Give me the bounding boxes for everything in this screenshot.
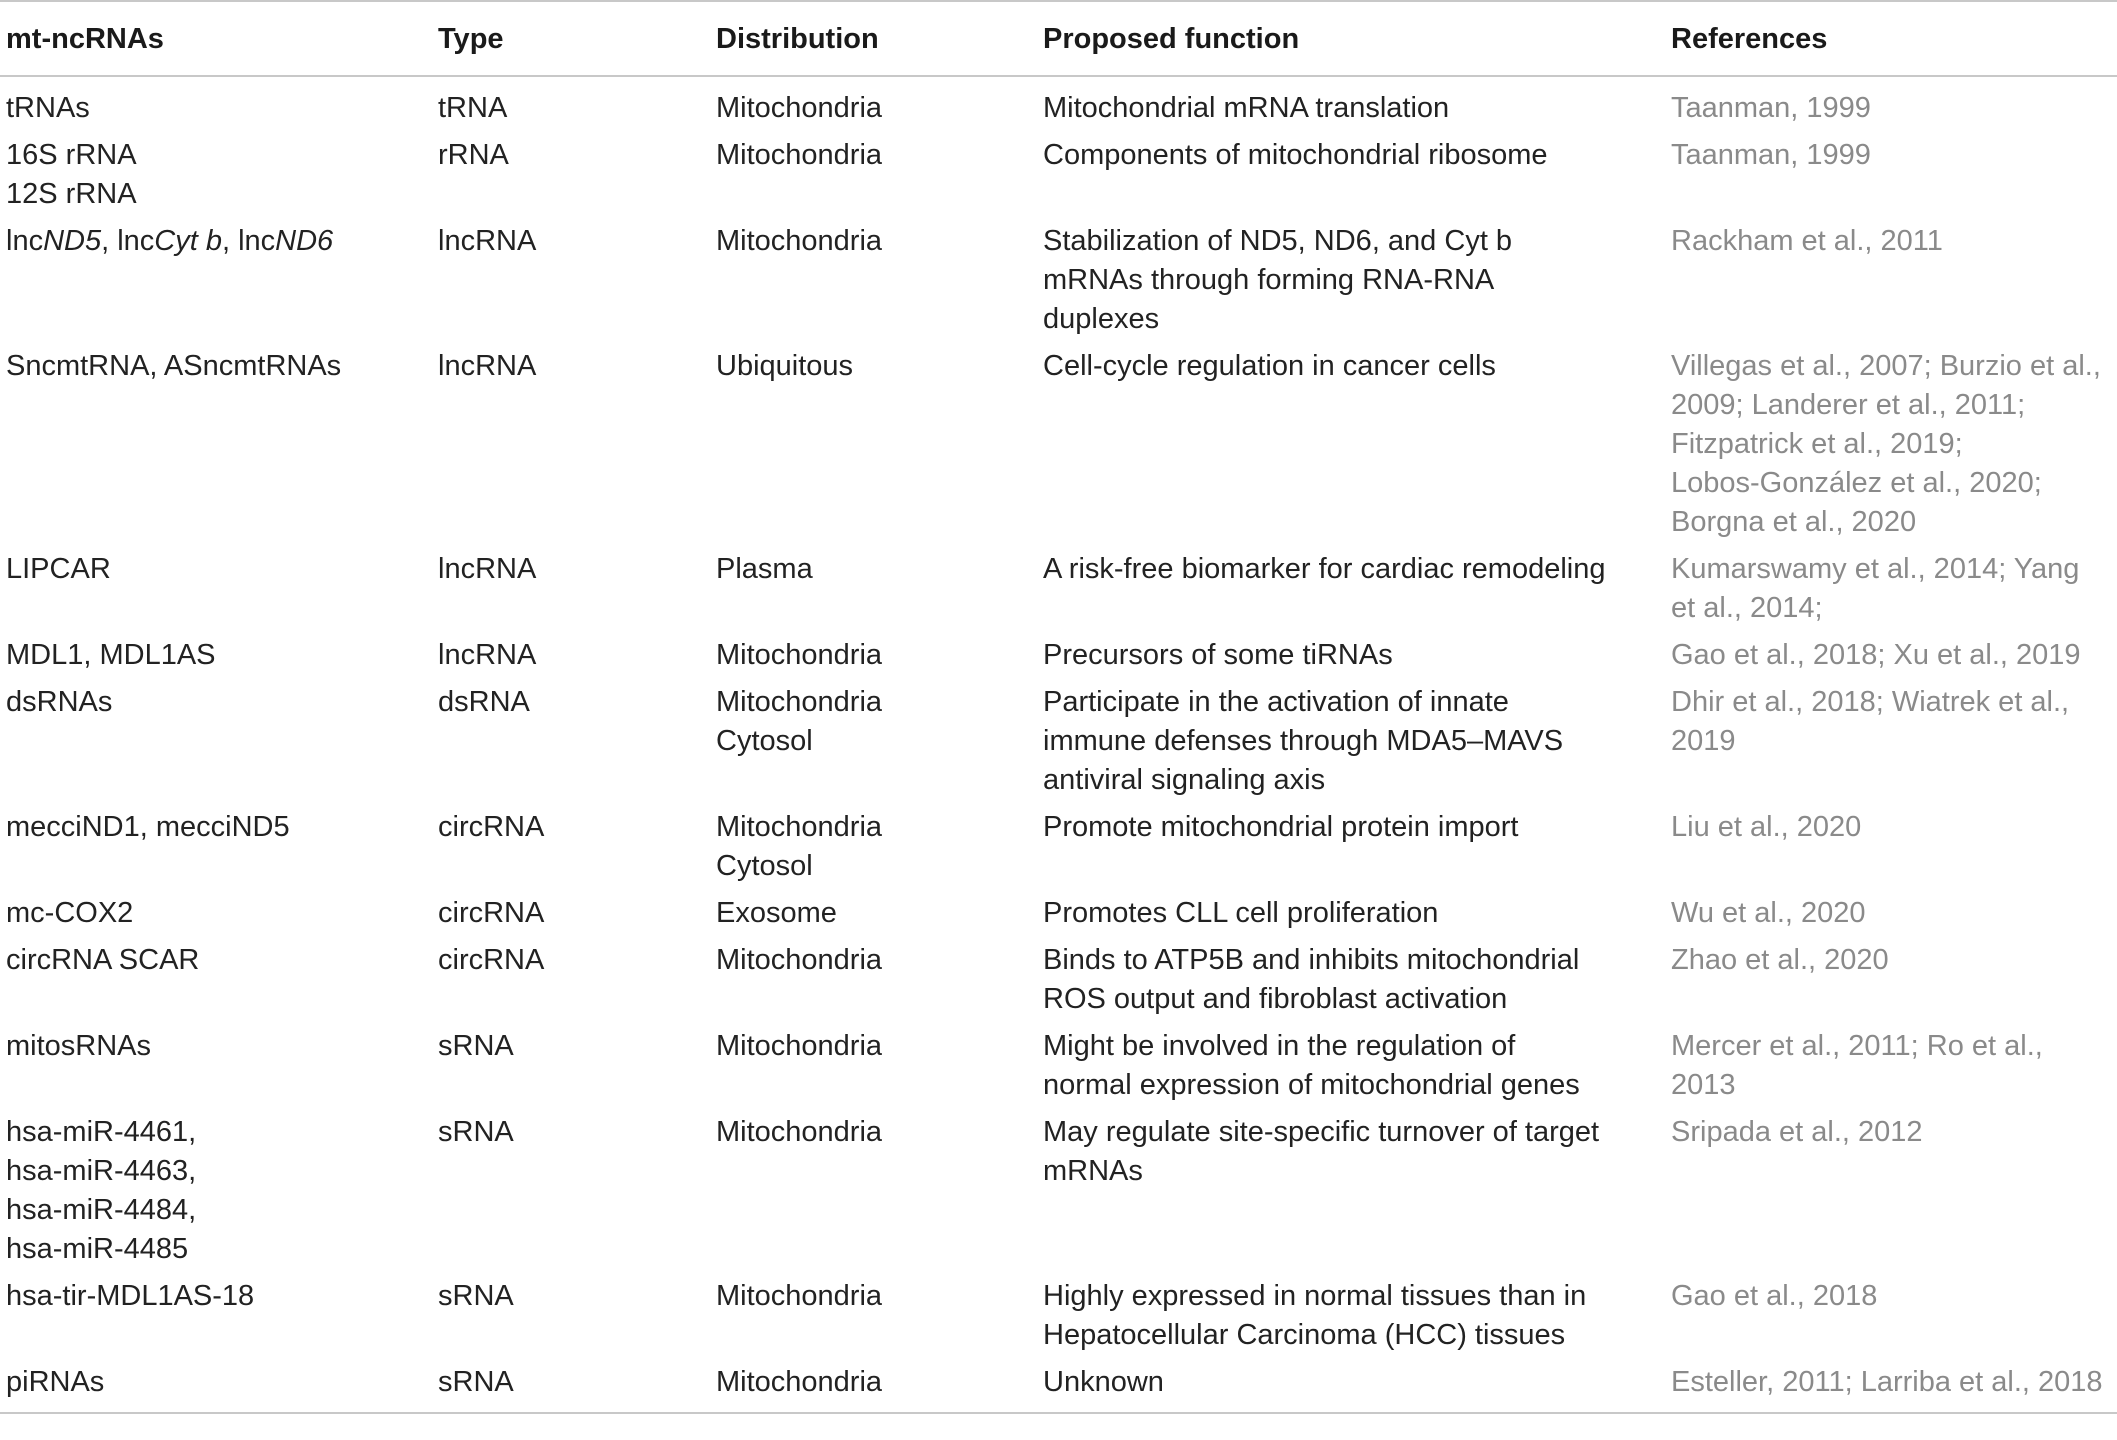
cell-references[interactable]	[1665, 890, 2117, 937]
table-row	[0, 1023, 2117, 1109]
cell-distribution: Mitochondria Cytosol	[716, 686, 883, 757]
cell-mt-ncrna: circRNA SCAR	[6, 944, 200, 976]
header-type: Type	[438, 23, 504, 55]
cell-references[interactable]	[1665, 1109, 2117, 1273]
header-proposed-function: Proposed function	[1043, 23, 1300, 55]
cell-proposed-function: Promotes CLL cell proliferation	[1043, 897, 1439, 929]
reference-link[interactable]: Wu et al., 2020	[1671, 897, 1866, 929]
reference-link[interactable]: Dhir et al., 2018; Wiatrek et al., 2019	[1671, 686, 2070, 757]
table-row	[0, 546, 2117, 632]
cell-mt-ncrna: 16S rRNA 12S rRNA	[6, 139, 137, 210]
cell-distribution: Mitochondria	[716, 1280, 883, 1312]
cell-distribution: Mitochondria	[716, 944, 883, 976]
header-mt-ncrnas: mt-ncRNAs	[6, 23, 164, 55]
cell-proposed-function: Promote mitochondrial protein import	[1043, 811, 1519, 843]
cell-type: lncRNA	[438, 553, 537, 585]
cell-type: lncRNA	[438, 639, 537, 671]
cell-distribution: Plasma	[716, 553, 813, 585]
header-row	[0, 1, 2117, 76]
cell-mt-ncrna: mitosRNAs	[6, 1030, 152, 1062]
cell-proposed-function: May regulate site-specific turnover of target mRNAs	[1043, 1116, 1600, 1187]
table-row	[0, 1273, 2117, 1359]
reference-link[interactable]: Rackham et al., 2011	[1671, 225, 1943, 257]
cell-type: sRNA	[438, 1116, 514, 1148]
cell-proposed-function: Components of mitochondrial ribosome	[1043, 139, 1548, 171]
cell-mt-ncrna: MDL1, MDL1AS	[6, 639, 216, 671]
cell-type: rRNA	[438, 139, 509, 171]
cell-mt-ncrna: lncND5, lncCyt b, lncND6	[6, 225, 334, 257]
table-row	[0, 632, 2117, 679]
cell-type: circRNA	[438, 944, 545, 976]
cell-references[interactable]	[1665, 1273, 2117, 1359]
table-row	[0, 937, 2117, 1023]
cell-mt-ncrna: hsa-tir-MDL1AS-18	[6, 1280, 255, 1312]
cell-distribution: Mitochondria	[716, 225, 883, 257]
cell-proposed-function: Mitochondrial mRNA translation	[1043, 92, 1450, 124]
header-references: References	[1671, 23, 1828, 55]
reference-link[interactable]: Taanman, 1999	[1671, 139, 1871, 171]
cell-type: sRNA	[438, 1366, 514, 1398]
table-row	[0, 890, 2117, 937]
cell-type: tRNA	[438, 92, 508, 124]
cell-mt-ncrna: dsRNAs	[6, 686, 113, 718]
reference-link[interactable]: Liu et al., 2020	[1671, 811, 1862, 843]
reference-link[interactable]: Mercer et al., 2011; Ro et al., 2013	[1671, 1030, 2043, 1101]
cell-distribution: Mitochondria	[716, 139, 883, 171]
table-row	[0, 1359, 2117, 1413]
reference-link[interactable]: Esteller, 2011; Larriba et al., 2018	[1671, 1366, 2103, 1398]
cell-proposed-function: Cell-cycle regulation in cancer cells	[1043, 350, 1496, 382]
cell-proposed-function: Unknown	[1043, 1366, 1164, 1398]
cell-proposed-function: Stabilization of ND5, ND6, and Cyt b mRNAs through forming RNA-RNA duplexes	[1043, 225, 1513, 335]
cell-references[interactable]	[1665, 632, 2117, 679]
cell-references[interactable]	[1665, 343, 2117, 546]
cell-distribution: Mitochondria	[716, 1366, 883, 1398]
cell-references[interactable]	[1665, 132, 2117, 218]
cell-proposed-function: A risk-free biomarker for cardiac remodeling	[1043, 553, 1606, 585]
cell-mt-ncrna: SncmtRNA, ASncmtRNAs	[6, 350, 342, 382]
cell-proposed-function: Might be involved in the regulation of normal expression of mitochondrial genes	[1043, 1030, 1580, 1101]
cell-distribution: Mitochondria	[716, 1116, 883, 1148]
cell-type: lncRNA	[438, 225, 537, 257]
table-row	[0, 76, 2117, 132]
cell-proposed-function: Binds to ATP5B and inhibits mitochondrial ROS output and fibroblast activation	[1043, 944, 1580, 1015]
cell-proposed-function: Highly expressed in normal tissues than in Hepatocellular Carcinoma (HCC) tissues	[1043, 1280, 1587, 1351]
cell-type: dsRNA	[438, 686, 530, 718]
cell-type: sRNA	[438, 1280, 514, 1312]
reference-link[interactable]: Kumarswamy et al., 2014; Yang et al., 2014;	[1671, 553, 2080, 624]
cell-references[interactable]	[1665, 1359, 2117, 1413]
cell-mt-ncrna: LIPCAR	[6, 553, 111, 585]
cell-distribution: Mitochondria	[716, 1030, 883, 1062]
cell-mt-ncrna: mc-COX2	[6, 897, 134, 929]
cell-proposed-function: Precursors of some tiRNAs	[1043, 639, 1393, 671]
reference-link[interactable]: Zhao et al., 2020	[1671, 944, 1889, 976]
cell-type: circRNA	[438, 811, 545, 843]
cell-references[interactable]	[1665, 1023, 2117, 1109]
table-row	[0, 1109, 2117, 1273]
cell-distribution: Mitochondria Cytosol	[716, 811, 883, 882]
cell-mt-ncrna: tRNAs	[6, 92, 90, 124]
table-row	[0, 343, 2117, 546]
reference-link[interactable]: Gao et al., 2018	[1671, 1280, 1878, 1312]
cell-references[interactable]	[1665, 679, 2117, 804]
table-row	[0, 804, 2117, 890]
cell-references[interactable]	[1665, 218, 2117, 343]
cell-distribution: Mitochondria	[716, 639, 883, 671]
reference-link[interactable]: Sripada et al., 2012	[1671, 1116, 1923, 1148]
cell-references[interactable]	[1665, 804, 2117, 890]
cell-distribution: Exosome	[716, 897, 837, 929]
table-row	[0, 132, 2117, 218]
cell-references[interactable]	[1665, 937, 2117, 1023]
cell-proposed-function: Participate in the activation of innate immune defenses through MDA5–MAVS antiviral signaling axis	[1043, 686, 1564, 796]
reference-link[interactable]: Taanman, 1999	[1671, 92, 1871, 124]
table-header	[0, 1, 2117, 76]
table-row	[0, 679, 2117, 804]
cell-type: lncRNA	[438, 350, 537, 382]
reference-link[interactable]: Villegas et al., 2007; Burzio et al., 2009; Landerer et al., 2011; Fitzpatrick et al., 2019; Lobos-González et al., 2020; Borgna et al., 2020	[1671, 350, 2101, 538]
cell-distribution: Ubiquitous	[716, 350, 854, 382]
cell-mt-ncrna: hsa-miR-4461, hsa-miR-4463, hsa-miR-4484, hsa-miR-4485	[6, 1116, 197, 1265]
cell-type: sRNA	[438, 1030, 514, 1062]
cell-mt-ncrna: piRNAs	[6, 1366, 105, 1398]
header-distribution: Distribution	[716, 23, 879, 55]
table-row	[0, 218, 2117, 343]
reference-link[interactable]: Gao et al., 2018; Xu et al., 2019	[1671, 639, 2081, 671]
cell-references[interactable]	[1665, 546, 2117, 632]
table-body	[0, 76, 2117, 1413]
cell-type: circRNA	[438, 897, 545, 929]
cell-mt-ncrna: mecciND1, mecciND5	[6, 811, 290, 843]
cell-references[interactable]	[1665, 76, 2117, 132]
cell-distribution: Mitochondria	[716, 92, 883, 124]
